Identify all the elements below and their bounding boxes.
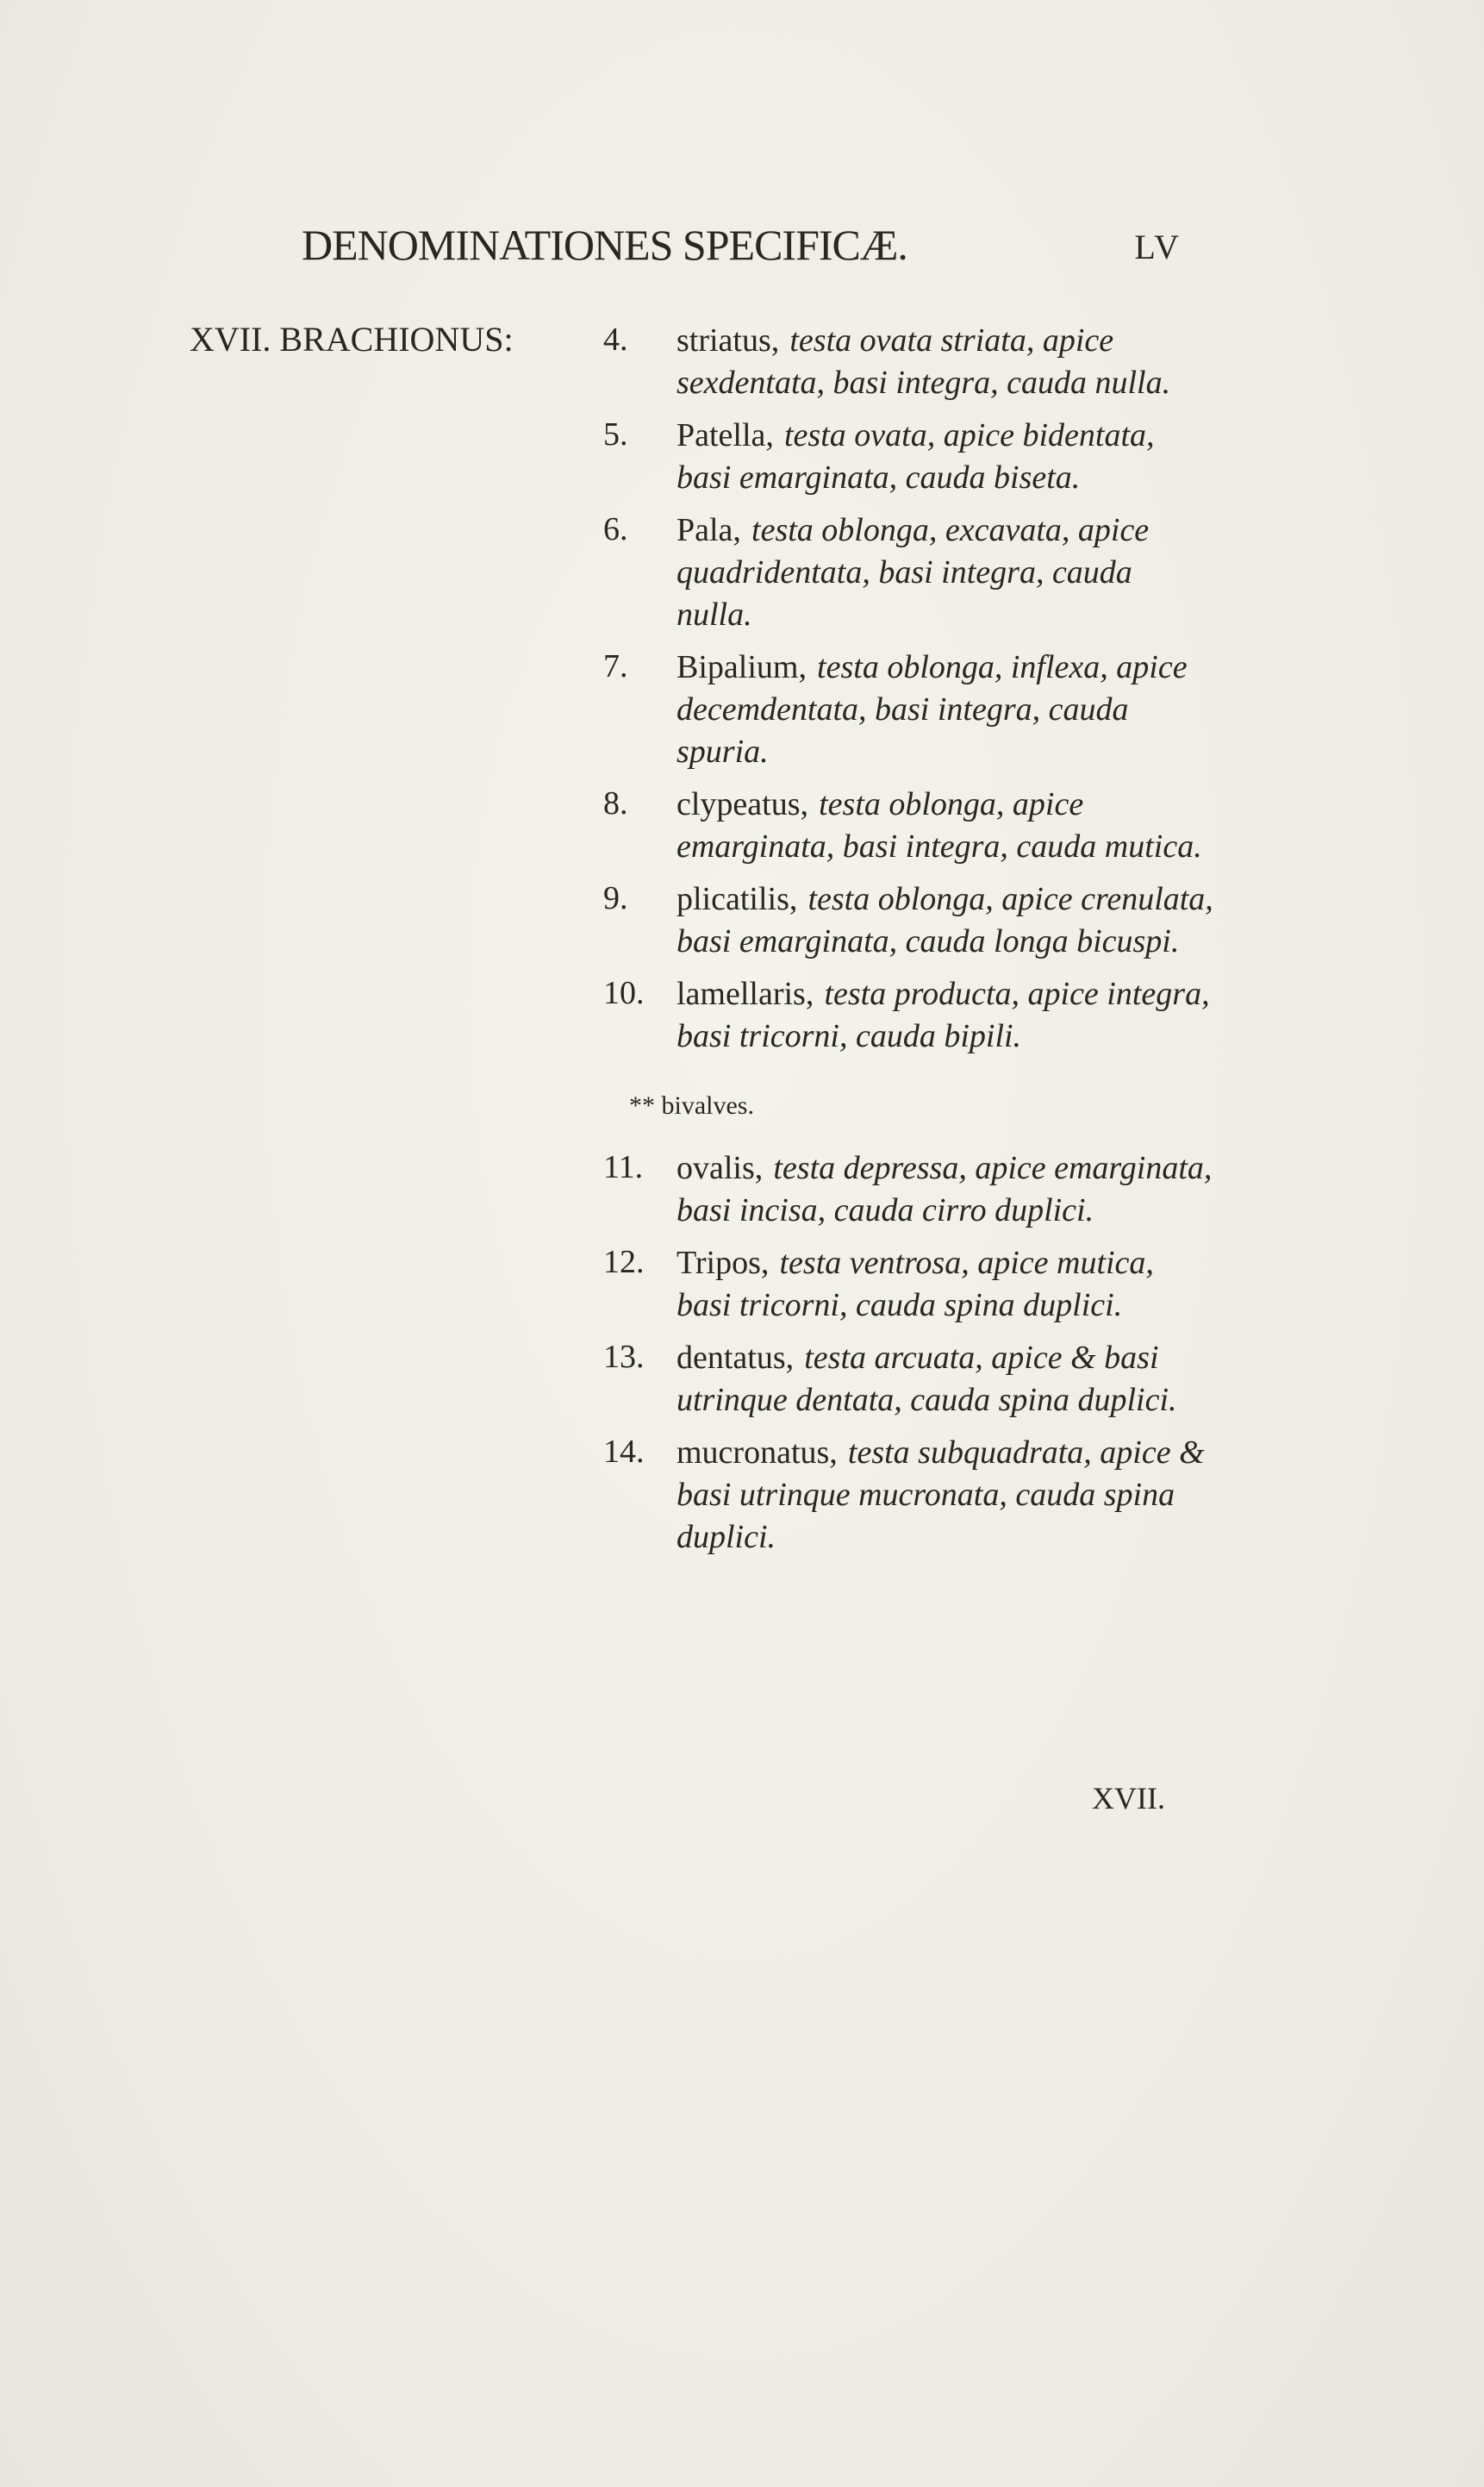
species-name: plicatilis,	[677, 881, 798, 917]
species-number: 10.	[603, 975, 645, 1011]
species-entry	[603, 1431, 1215, 1558]
species-name: ovalis,	[677, 1150, 764, 1186]
species-name: Patella,	[677, 417, 774, 453]
species-number: 13.	[603, 1339, 645, 1375]
species-description: testa ventrosa, apice mutica, basi tricorni, cauda spina duplici.	[677, 1245, 1154, 1323]
species-name: mucronatus,	[677, 1434, 838, 1471]
species-number: 11.	[603, 1149, 644, 1185]
species-name: Tripos,	[677, 1245, 770, 1281]
species-entry	[603, 878, 1215, 962]
species-description: testa depressa, apice emarginata, basi incisa, cauda cirro duplici.	[677, 1150, 1213, 1228]
species-entry	[603, 972, 1215, 1057]
species-entry	[603, 646, 1215, 772]
running-header	[302, 220, 1181, 280]
species-description: testa oblonga, apice crenulata, basi emarginata, cauda longa bicuspi.	[677, 881, 1213, 959]
species-number: 8.	[603, 785, 628, 822]
species-description: testa producta, apice integra, basi tricorni, cauda bipili.	[677, 976, 1210, 1054]
species-number: 4.	[603, 322, 628, 358]
species-entry	[603, 783, 1215, 867]
section-label-bivalves: ** bivalves.	[629, 1091, 754, 1120]
species-group-univalves	[603, 319, 1215, 1057]
species-number: 14.	[603, 1434, 645, 1470]
catchword: XVII.	[1092, 1781, 1165, 1815]
species-number: 9.	[603, 880, 628, 916]
species-entry	[603, 1241, 1215, 1326]
species-name: dentatus,	[677, 1340, 795, 1376]
species-entry	[603, 1336, 1215, 1421]
species-description: testa arcuata, apice & basi utrinque dentata, cauda spina duplici.	[677, 1340, 1177, 1418]
species-entry	[603, 509, 1215, 635]
species-entry	[603, 1147, 1215, 1231]
species-number: 12.	[603, 1244, 645, 1280]
species-number: 5.	[603, 416, 628, 453]
species-number: 6.	[603, 511, 628, 547]
species-entry	[603, 414, 1215, 498]
species-description: testa ovata striata, apice sexdentata, basi integra, cauda nulla.	[677, 322, 1171, 401]
species-description: testa ovata, apice bidentata, basi emarginata, cauda biseta.	[677, 417, 1155, 496]
species-group-bivalves	[603, 1147, 1215, 1558]
genus-heading: XVII. BRACHIONUS:	[190, 320, 514, 359]
species-number: 7.	[603, 648, 628, 684]
species-description: testa oblonga, apice emarginata, basi integra, cauda mutica.	[677, 786, 1202, 865]
species-description: testa oblonga, inflexa, apice decemdentata, basi integra, cauda spuria.	[677, 649, 1188, 770]
species-name: striatus,	[677, 322, 780, 359]
species-name: Pala,	[677, 512, 741, 548]
species-name: clypeatus,	[677, 786, 809, 822]
page-number: LV	[1134, 228, 1181, 266]
page-title: DENOMINATIONES SPECIFICÆ.	[302, 221, 907, 269]
species-description: testa oblonga, excavata, apice quadridentata, basi integra, cauda nulla.	[677, 512, 1150, 633]
species-description: testa subquadrata, apice & basi utrinque mucronata, cauda spina duplici.	[677, 1434, 1205, 1555]
species-name: lamellaris,	[677, 976, 814, 1012]
species-entry	[603, 319, 1215, 403]
species-list	[603, 319, 1215, 1568]
species-name: Bipalium,	[677, 649, 807, 685]
